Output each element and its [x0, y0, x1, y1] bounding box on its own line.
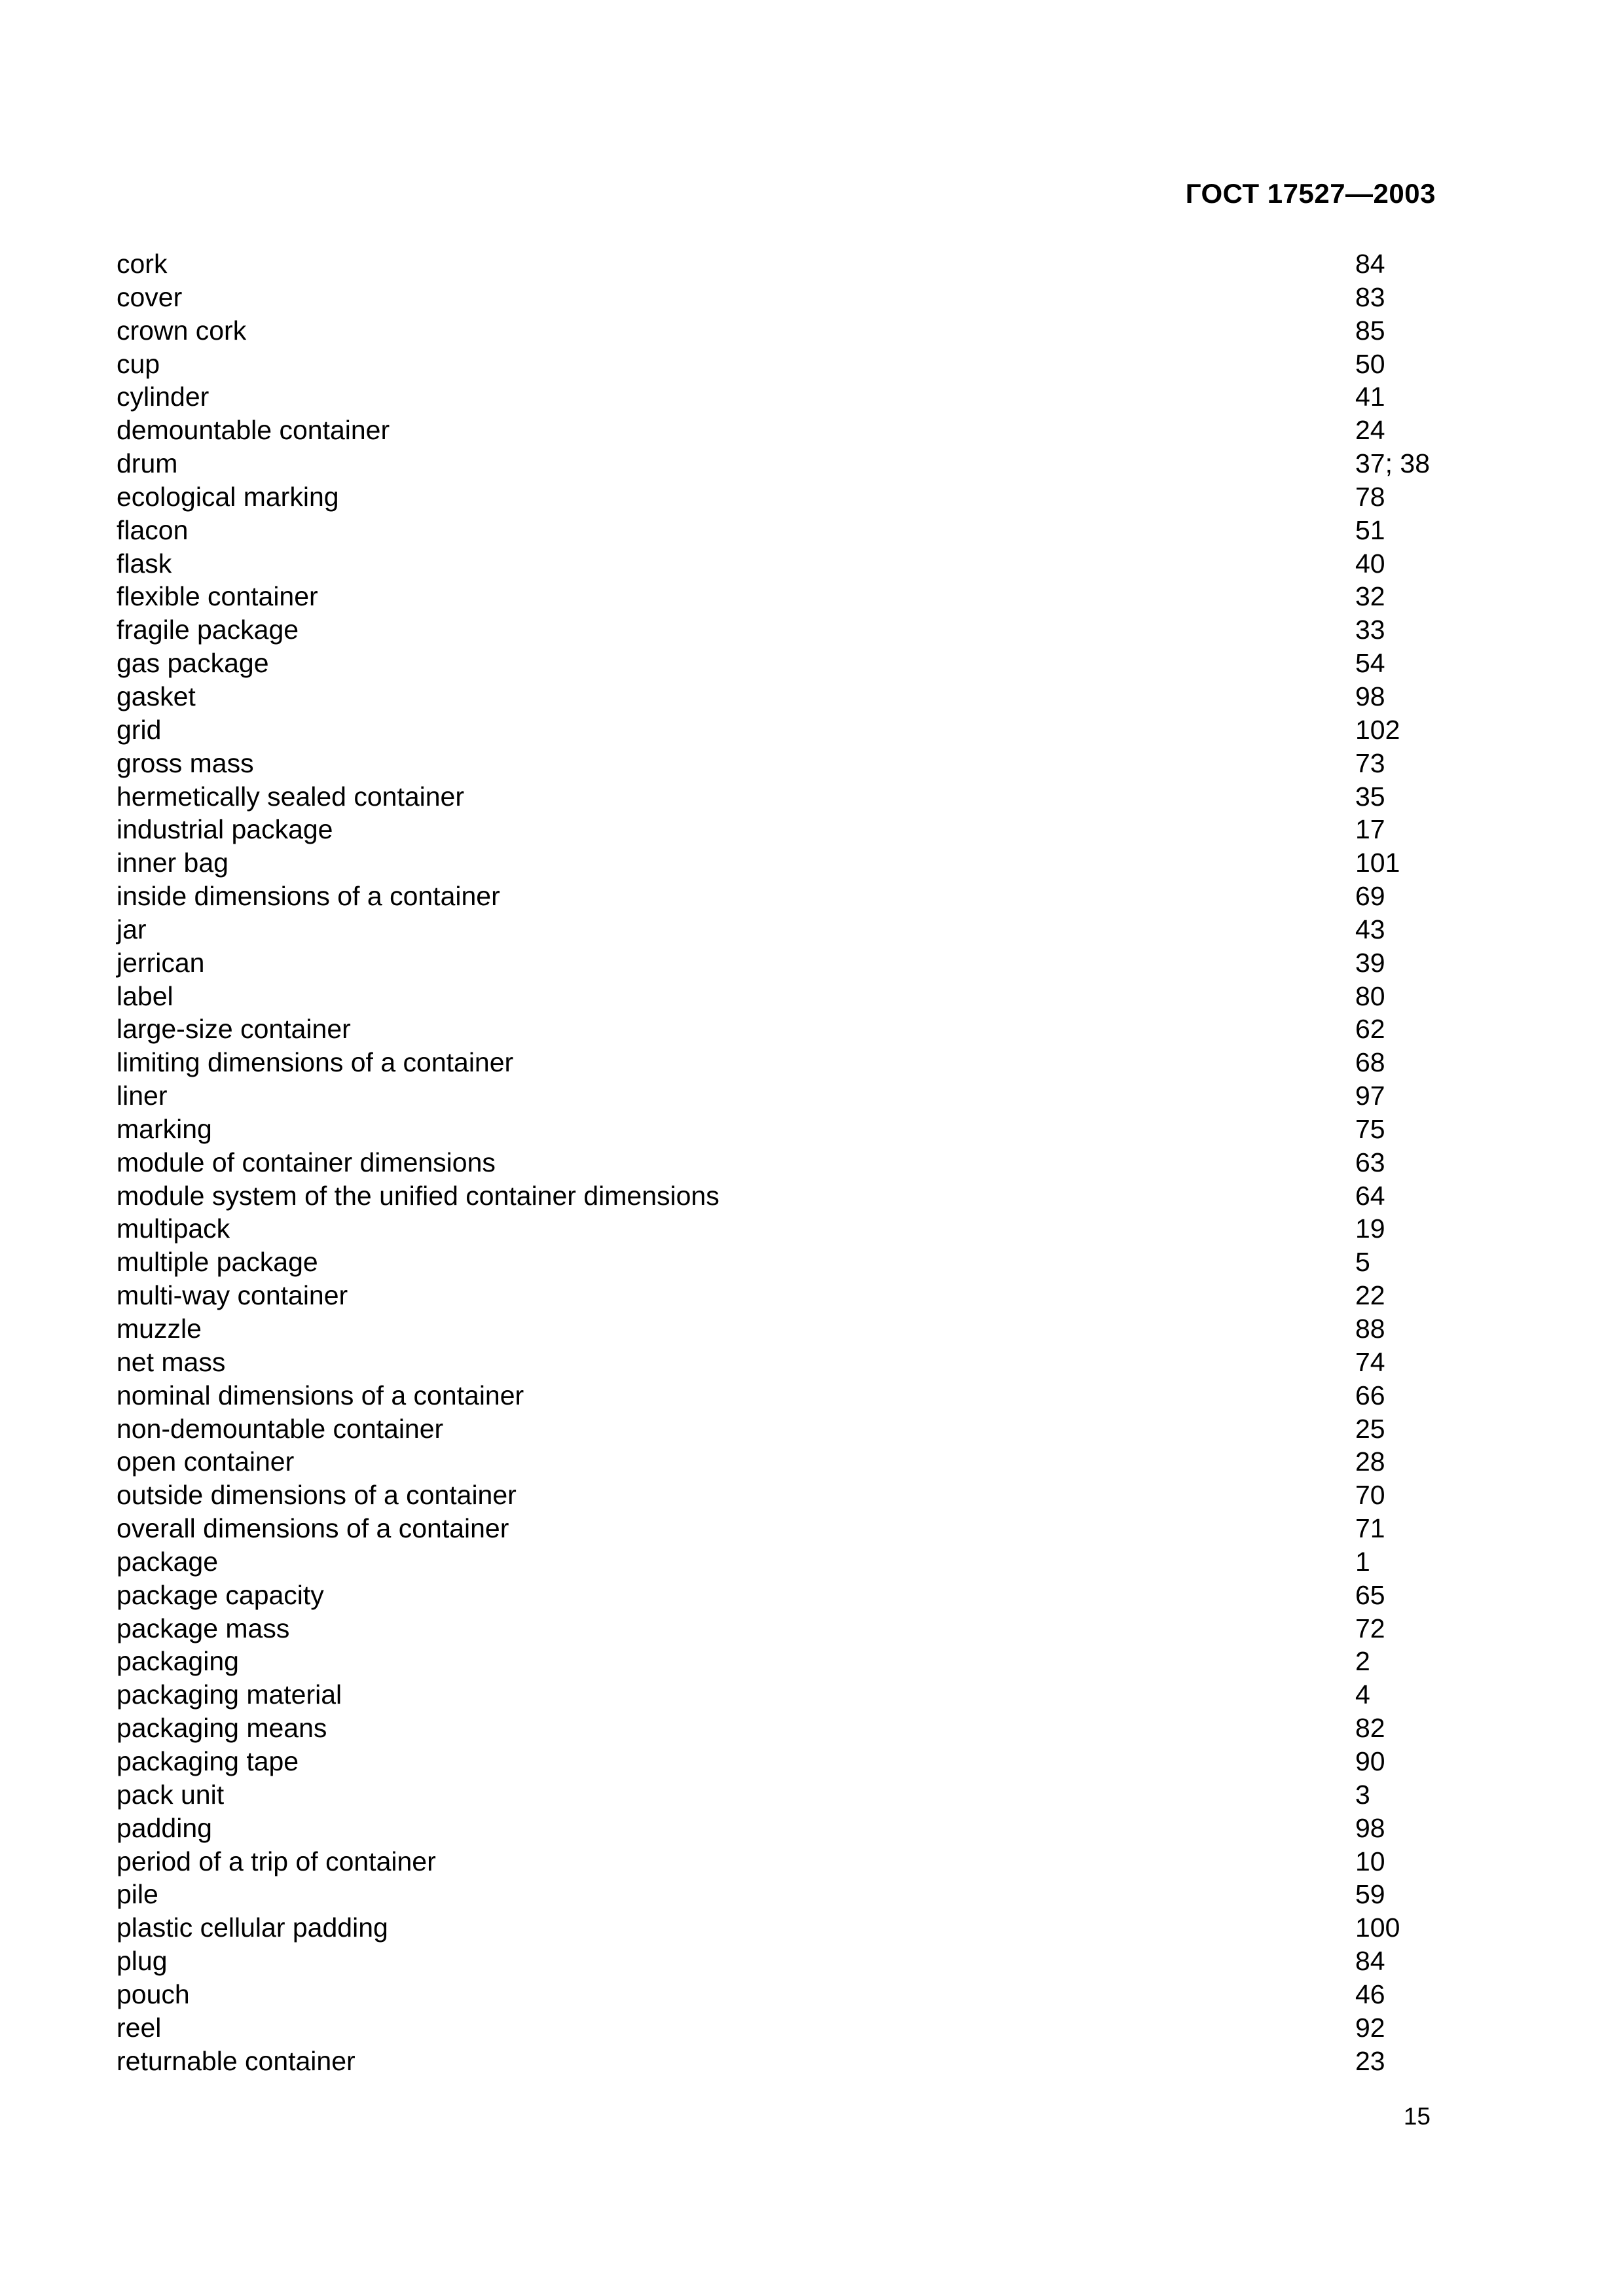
index-reference-number: 72	[1355, 1613, 1385, 1643]
index-reference-number: 102	[1355, 714, 1400, 745]
index-entry	[117, 1745, 1436, 1778]
index-reference-number: 19	[1355, 1213, 1385, 1244]
index-term: flacon	[117, 514, 189, 545]
index-reference-number: 100	[1355, 1912, 1400, 1943]
index-entry	[117, 1512, 1436, 1545]
index-reference-number: 90	[1355, 1746, 1385, 1776]
index-term: cylinder	[117, 382, 210, 412]
index-term: packaging means	[117, 1713, 327, 1744]
index-entry	[117, 713, 1436, 747]
index-entry	[117, 380, 1436, 414]
index-entry	[117, 1845, 1436, 1878]
index-reference-number: 83	[1355, 281, 1385, 312]
index-term: grid	[117, 714, 162, 745]
index-entry	[117, 1113, 1436, 1146]
index-entry	[117, 1346, 1436, 1379]
index-entry	[117, 2045, 1436, 2078]
document-header: ГОСТ 17527—2003	[1185, 178, 1436, 209]
index-entry	[117, 647, 1436, 680]
index-term: plug	[117, 1946, 168, 1977]
index-entry	[117, 1911, 1436, 1945]
index-reference-number: 1	[1355, 1546, 1370, 1577]
index-entry	[117, 414, 1436, 447]
index-term: open container	[117, 1446, 295, 1477]
index-reference-number: 68	[1355, 1047, 1385, 1078]
index-reference-number: 46	[1355, 1979, 1385, 2009]
index-term: ecological marking	[117, 481, 339, 512]
index-term: multipack	[117, 1213, 230, 1244]
index-term: pile	[117, 1879, 158, 1910]
index-entry	[117, 1146, 1436, 1179]
index-entry	[117, 1246, 1436, 1279]
index-entry	[117, 1445, 1436, 1479]
index-reference-number: 63	[1355, 1147, 1385, 1177]
index-term: marking	[117, 1113, 212, 1144]
index-reference-number: 98	[1355, 1812, 1385, 1843]
index-term: gasket	[117, 681, 196, 711]
index-term: drum	[117, 448, 178, 479]
index-entry	[117, 846, 1436, 880]
index-entry	[117, 1479, 1436, 1512]
index-entry	[117, 946, 1436, 980]
index-term: pack unit	[117, 1779, 225, 1810]
index-entry	[117, 1712, 1436, 1745]
index-reference-number: 80	[1355, 980, 1385, 1011]
index-reference-number: 78	[1355, 481, 1385, 512]
index-entry	[117, 613, 1436, 647]
index-entry	[117, 1079, 1436, 1113]
index-term: cup	[117, 348, 160, 379]
index-reference-number: 70	[1355, 1480, 1385, 1511]
index-reference-number: 73	[1355, 747, 1385, 778]
index-entry	[117, 913, 1436, 946]
index-term: industrial package	[117, 814, 333, 845]
index-reference-number: 35	[1355, 781, 1385, 812]
index-entry	[117, 1645, 1436, 1678]
index-entry	[117, 1013, 1436, 1046]
index-term: multiple package	[117, 1247, 318, 1278]
index-reference-number: 43	[1355, 914, 1385, 944]
index-term: package capacity	[117, 1579, 324, 1610]
index-reference-number: 37; 38	[1355, 448, 1430, 479]
index-entry	[117, 480, 1436, 514]
index-entry	[117, 247, 1436, 281]
index-reference-number: 54	[1355, 648, 1385, 679]
index-entry	[117, 747, 1436, 780]
index-term: hermetically sealed container	[117, 781, 464, 812]
index-reference-number: 4	[1355, 1679, 1370, 1710]
index-entry	[117, 1812, 1436, 1845]
index-reference-number: 62	[1355, 1014, 1385, 1045]
index-term: flask	[117, 548, 172, 579]
index-reference-number: 25	[1355, 1413, 1385, 1444]
index-term: nominal dimensions of a container	[117, 1380, 524, 1410]
index-entry	[117, 1545, 1436, 1579]
index-entry	[117, 1612, 1436, 1645]
index-reference-number: 28	[1355, 1446, 1385, 1477]
index-entry	[117, 813, 1436, 846]
index-term: demountable container	[117, 415, 390, 446]
index-reference-number: 98	[1355, 681, 1385, 711]
index-term: packaging	[117, 1646, 239, 1677]
index-term: multi-way container	[117, 1280, 348, 1311]
index-reference-number: 39	[1355, 947, 1385, 978]
index-term: jar	[117, 914, 147, 944]
index-term: liner	[117, 1081, 168, 1111]
index-term: returnable container	[117, 2045, 356, 2076]
index-entry	[117, 2011, 1436, 2045]
index-term: crown cork	[117, 315, 247, 346]
index-reference-number: 40	[1355, 548, 1385, 579]
index-reference-number: 2	[1355, 1646, 1370, 1677]
index-reference-number: 92	[1355, 2012, 1385, 2043]
index-term: package	[117, 1546, 219, 1577]
index-entry	[117, 514, 1436, 547]
index-reference-number: 5	[1355, 1247, 1370, 1278]
index-entry	[117, 1412, 1436, 1446]
index-reference-number: 65	[1355, 1579, 1385, 1610]
index-reference-number: 22	[1355, 1280, 1385, 1311]
index-reference-number: 69	[1355, 881, 1385, 912]
index-reference-number: 3	[1355, 1779, 1370, 1810]
index-entry	[117, 1312, 1436, 1346]
index-entry	[117, 680, 1436, 713]
index-entry	[117, 580, 1436, 613]
index-term: cork	[117, 249, 168, 279]
index-term: limiting dimensions of a container	[117, 1047, 514, 1078]
index-term: outside dimensions of a container	[117, 1480, 517, 1511]
term-index-list	[117, 247, 1436, 2077]
index-term: pouch	[117, 1979, 190, 2009]
index-term: gas package	[117, 648, 269, 679]
index-entry	[117, 314, 1436, 348]
index-entry	[117, 348, 1436, 381]
index-reference-number: 64	[1355, 1180, 1385, 1211]
index-entry	[117, 1878, 1436, 1911]
index-entry	[117, 1279, 1436, 1312]
index-term: overall dimensions of a container	[117, 1513, 509, 1544]
index-term: plastic cellular padding	[117, 1912, 388, 1943]
index-reference-number: 50	[1355, 348, 1385, 379]
index-term: fragile package	[117, 615, 299, 645]
index-reference-number: 71	[1355, 1513, 1385, 1544]
index-term: packaging tape	[117, 1746, 299, 1776]
index-reference-number: 41	[1355, 382, 1385, 412]
index-entry	[117, 1212, 1436, 1246]
index-entry	[117, 1678, 1436, 1712]
index-term: non-demountable container	[117, 1413, 444, 1444]
index-reference-number: 33	[1355, 615, 1385, 645]
index-reference-number: 74	[1355, 1346, 1385, 1377]
page-number: 15	[1403, 2103, 1431, 2130]
index-reference-number: 82	[1355, 1713, 1385, 1744]
index-entry	[117, 1379, 1436, 1412]
index-term: large-size container	[117, 1014, 351, 1045]
index-reference-number: 85	[1355, 315, 1385, 346]
index-reference-number: 24	[1355, 415, 1385, 446]
index-reference-number: 51	[1355, 514, 1385, 545]
index-term: gross mass	[117, 747, 254, 778]
index-term: period of a trip of container	[117, 1846, 436, 1876]
index-entry	[117, 1179, 1436, 1213]
index-reference-number: 66	[1355, 1380, 1385, 1410]
index-term: cover	[117, 281, 183, 312]
index-reference-number: 84	[1355, 249, 1385, 279]
index-term: padding	[117, 1812, 212, 1843]
index-term: reel	[117, 2012, 162, 2043]
index-reference-number: 59	[1355, 1879, 1385, 1910]
index-entry	[117, 980, 1436, 1013]
index-reference-number: 23	[1355, 2045, 1385, 2076]
index-reference-number: 97	[1355, 1081, 1385, 1111]
index-entry	[117, 547, 1436, 581]
index-term: flexible container	[117, 581, 318, 612]
index-entry	[117, 1046, 1436, 1079]
index-entry	[117, 1579, 1436, 1612]
index-term: package mass	[117, 1613, 290, 1643]
index-reference-number: 84	[1355, 1946, 1385, 1977]
index-entry	[117, 1945, 1436, 1978]
index-entry	[117, 880, 1436, 913]
index-entry	[117, 447, 1436, 480]
index-term: inside dimensions of a container	[117, 881, 500, 912]
index-entry	[117, 1978, 1436, 2011]
index-term: net mass	[117, 1346, 226, 1377]
index-term: jerrican	[117, 947, 205, 978]
index-reference-number: 10	[1355, 1846, 1385, 1876]
index-term: packaging material	[117, 1679, 342, 1710]
index-term: muzzle	[117, 1314, 202, 1344]
index-reference-number: 75	[1355, 1113, 1385, 1144]
index-term: module of container dimensions	[117, 1147, 496, 1177]
index-entry	[117, 281, 1436, 314]
index-term: label	[117, 980, 173, 1011]
index-entry	[117, 780, 1436, 814]
index-reference-number: 101	[1355, 848, 1400, 878]
index-term: inner bag	[117, 848, 228, 878]
index-reference-number: 88	[1355, 1314, 1385, 1344]
index-term: module system of the unified container dimensions	[117, 1180, 720, 1211]
index-reference-number: 32	[1355, 581, 1385, 612]
index-reference-number: 17	[1355, 814, 1385, 845]
index-entry	[117, 1778, 1436, 1812]
